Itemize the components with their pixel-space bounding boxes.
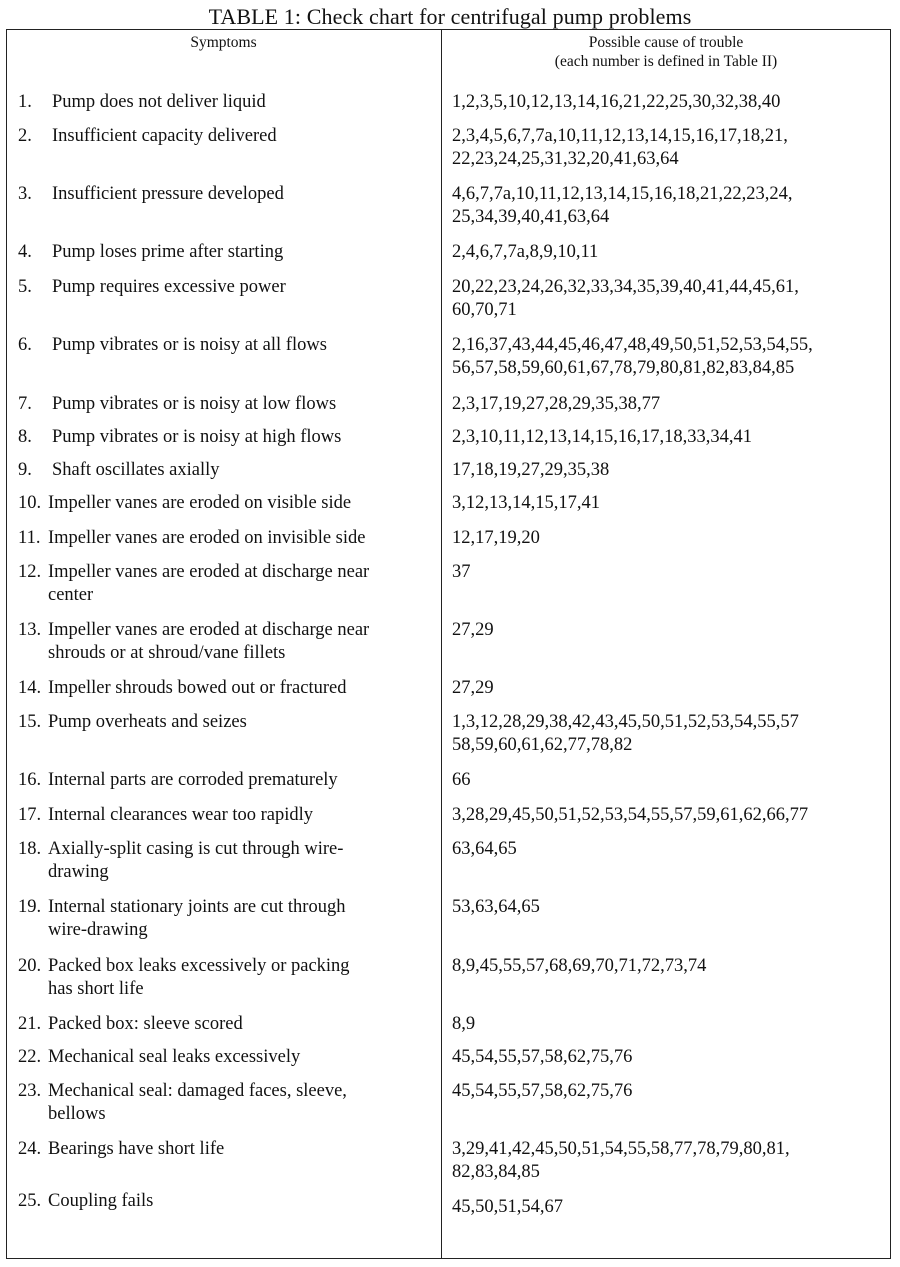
symptom-text: Impeller shrouds bowed out or fractured — [48, 678, 347, 698]
cause-numbers: 17,18,19,27,29,35,38 — [452, 460, 610, 480]
row-number: 11. — [18, 528, 41, 548]
symptom-text: Packed box leaks excessively or packing — [48, 956, 350, 976]
symptom-cell — [18, 1013, 438, 1036]
symptom-cell — [18, 276, 438, 299]
cause-cell — [452, 91, 890, 114]
row-number: 1. — [18, 92, 32, 112]
cause-numbers: 8,9 — [452, 1014, 476, 1034]
symptom-cell — [18, 527, 438, 550]
symptom-cell — [18, 896, 438, 942]
symptom-text: Insufficient capacity delivered — [52, 126, 277, 146]
symptom-text: Packed box: sleeve scored — [48, 1014, 243, 1034]
symptom-text: Impeller vanes are eroded at discharge near — [48, 562, 370, 582]
symptom-cell — [18, 91, 438, 114]
row-number: 12. — [18, 562, 42, 582]
row-number: 5. — [18, 277, 32, 297]
symptom-cell — [18, 241, 438, 264]
row-number: 6. — [18, 335, 32, 355]
cause-numbers: 12,17,19,20 — [452, 528, 540, 548]
cause-numbers: 63,64,65 — [452, 839, 517, 859]
symptom-cell — [18, 1046, 438, 1069]
row-number: 4. — [18, 242, 32, 262]
cause-numbers-cont: 82,83,84,85 — [452, 1162, 540, 1182]
row-number: 22. — [18, 1047, 42, 1067]
row-number: 17. — [18, 805, 42, 825]
symptom-text: Pump vibrates or is noisy at all flows — [52, 335, 327, 355]
cause-numbers: 45,50,51,54,67 — [452, 1197, 563, 1217]
symptom-cell — [18, 711, 438, 734]
cause-cell — [452, 393, 890, 416]
table-title: TABLE 1: Check chart for centrifugal pump problems — [208, 4, 692, 29]
symptom-text: Pump requires excessive power — [52, 277, 286, 297]
cause-numbers-cont: 60,70,71 — [452, 300, 517, 320]
symptom-cell — [18, 125, 438, 148]
symptom-cell — [18, 619, 438, 665]
symptom-cell — [18, 426, 438, 449]
symptom-text-cont: shrouds or at shroud/vane fillets — [48, 643, 286, 663]
cause-cell — [452, 769, 890, 792]
cause-numbers: 2,3,17,19,27,28,29,35,38,77 — [452, 394, 661, 414]
symptom-text: Pump does not deliver liquid — [52, 92, 266, 112]
row-number: 9. — [18, 460, 32, 480]
symptom-cell — [18, 492, 438, 515]
symptom-cell — [18, 334, 438, 357]
symptom-text: Internal parts are corroded prematurely — [48, 770, 338, 790]
row-number: 13. — [18, 620, 42, 640]
cause-numbers: 4,6,7,7a,10,11,12,13,14,15,16,18,21,22,23,24, — [452, 184, 793, 204]
row-number: 2. — [18, 126, 32, 146]
cause-numbers-cont: 25,34,39,40,41,63,64 — [452, 207, 610, 227]
symptom-text: Pump vibrates or is noisy at high flows — [52, 427, 342, 447]
symptom-text-cont: has short life — [48, 979, 144, 999]
cause-cell — [452, 241, 890, 264]
row-number: 25. — [18, 1191, 42, 1211]
row-number: 15. — [18, 712, 42, 732]
cause-numbers: 27,29 — [452, 620, 494, 640]
symptom-cell — [18, 1080, 438, 1126]
symptom-text-cont: bellows — [48, 1104, 106, 1124]
row-number: 7. — [18, 394, 32, 414]
row-number: 21. — [18, 1014, 42, 1034]
cause-cell — [452, 1080, 890, 1103]
symptom-text: Impeller vanes are eroded at discharge near — [48, 620, 370, 640]
cause-cell — [452, 1046, 890, 1069]
row-number: 8. — [18, 427, 32, 447]
cause-cell — [452, 677, 890, 700]
row-number: 19. — [18, 897, 42, 917]
symptom-cell — [18, 804, 438, 827]
cause-numbers-cont: 22,23,24,25,31,32,20,41,63,64 — [452, 149, 679, 169]
cause-cell — [452, 183, 890, 229]
cause-cell — [452, 896, 890, 919]
symptom-cell — [18, 838, 438, 884]
cause-cell — [452, 619, 890, 642]
symptoms-header: Symptoms — [190, 34, 257, 51]
symptom-cell — [18, 393, 438, 416]
cause-cell — [452, 804, 890, 827]
row-number: 18. — [18, 839, 42, 859]
cause-cell — [452, 955, 890, 978]
symptom-text: Bearings have short life — [48, 1139, 225, 1159]
cause-cell — [452, 459, 890, 482]
symptom-text: Pump loses prime after starting — [52, 242, 284, 262]
cause-cell — [452, 276, 890, 322]
row-number: 24. — [18, 1139, 42, 1159]
symptom-cell — [18, 1190, 438, 1213]
cause-numbers: 53,63,64,65 — [452, 897, 540, 917]
cause-header-line2: (each number is defined in Table II) — [554, 53, 778, 70]
cause-header — [443, 33, 889, 71]
symptom-text: Shaft oscillates axially — [52, 460, 220, 480]
row-number: 20. — [18, 956, 42, 976]
cause-numbers: 37 — [452, 562, 471, 582]
cause-cell — [452, 527, 890, 550]
cause-header-line1: Possible cause of trouble — [588, 34, 744, 51]
cause-numbers: 2,4,6,7,7a,8,9,10,11 — [452, 242, 599, 262]
symptom-text: Mechanical seal leaks excessively — [48, 1047, 301, 1067]
cause-cell — [452, 1138, 890, 1184]
cause-numbers-cont: 58,59,60,61,62,77,78,82 — [452, 735, 633, 755]
symptom-text: Internal clearances wear too rapidly — [48, 805, 314, 825]
symptom-cell — [18, 1138, 438, 1161]
cause-numbers: 3,29,41,42,45,50,51,54,55,58,77,78,79,80,81, — [452, 1139, 790, 1159]
symptom-text: Internal stationary joints are cut through — [48, 897, 346, 917]
cause-numbers: 2,3,4,5,6,7,7a,10,11,12,13,14,15,16,17,18,21, — [452, 126, 788, 146]
cause-numbers-cont: 56,57,58,59,60,61,67,78,79,80,81,82,83,84,85 — [452, 358, 795, 378]
symptom-cell — [18, 955, 438, 1001]
cause-numbers: 3,28,29,45,50,51,52,53,54,55,57,59,61,62,66,77 — [452, 805, 809, 825]
symptom-text: Pump overheats and seizes — [48, 712, 247, 732]
symptom-text-cont: wire-drawing — [48, 920, 148, 940]
row-number: 10. — [18, 493, 42, 513]
cause-numbers: 66 — [452, 770, 471, 790]
cause-cell — [452, 334, 890, 380]
cause-cell — [452, 125, 890, 171]
row-number: 16. — [18, 770, 42, 790]
cause-cell — [452, 711, 890, 757]
symptom-cell — [18, 459, 438, 482]
cause-numbers: 1,2,3,5,10,12,13,14,16,21,22,25,30,32,38,40 — [452, 92, 781, 112]
cause-numbers: 27,29 — [452, 678, 494, 698]
symptom-cell — [18, 677, 438, 700]
symptom-text: Axially-split casing is cut through wire- — [48, 839, 344, 859]
symptom-text: Pump vibrates or is noisy at low flows — [52, 394, 337, 414]
symptom-text-cont: drawing — [48, 862, 109, 882]
cause-numbers: 2,3,10,11,12,13,14,15,16,17,18,33,34,41 — [452, 427, 752, 447]
cause-cell — [452, 1196, 890, 1219]
row-number: 3. — [18, 184, 32, 204]
cause-numbers: 2,16,37,43,44,45,46,47,48,49,50,51,52,53,54,55, — [452, 335, 813, 355]
symptom-text: Impeller vanes are eroded on invisible side — [48, 528, 366, 548]
symptom-text: Coupling fails — [48, 1191, 154, 1211]
symptom-text: Insufficient pressure developed — [52, 184, 284, 204]
cause-cell — [452, 838, 890, 861]
symptom-cell — [18, 183, 438, 206]
row-number: 14. — [18, 678, 42, 698]
cause-numbers: 45,54,55,57,58,62,75,76 — [452, 1081, 633, 1101]
cause-cell — [452, 426, 890, 449]
row-number: 23. — [18, 1081, 42, 1101]
symptom-text-cont: center — [48, 585, 94, 605]
cause-cell — [452, 492, 890, 515]
cause-cell — [452, 1013, 890, 1036]
symptom-cell — [18, 561, 438, 607]
cause-numbers: 8,9,45,55,57,68,69,70,71,72,73,74 — [452, 956, 707, 976]
cause-cell — [452, 561, 890, 584]
cause-numbers: 45,54,55,57,58,62,75,76 — [452, 1047, 633, 1067]
cause-numbers: 20,22,23,24,26,32,33,34,35,39,40,41,44,45,61, — [452, 277, 799, 297]
symptom-cell — [18, 769, 438, 792]
symptom-text: Impeller vanes are eroded on visible side — [48, 493, 352, 513]
cause-numbers: 1,3,12,28,29,38,42,43,45,50,51,52,53,54,55,57 — [452, 712, 799, 732]
symptom-text: Mechanical seal: damaged faces, sleeve, — [48, 1081, 347, 1101]
column-divider — [441, 29, 442, 1259]
cause-numbers: 3,12,13,14,15,17,41 — [452, 493, 600, 513]
